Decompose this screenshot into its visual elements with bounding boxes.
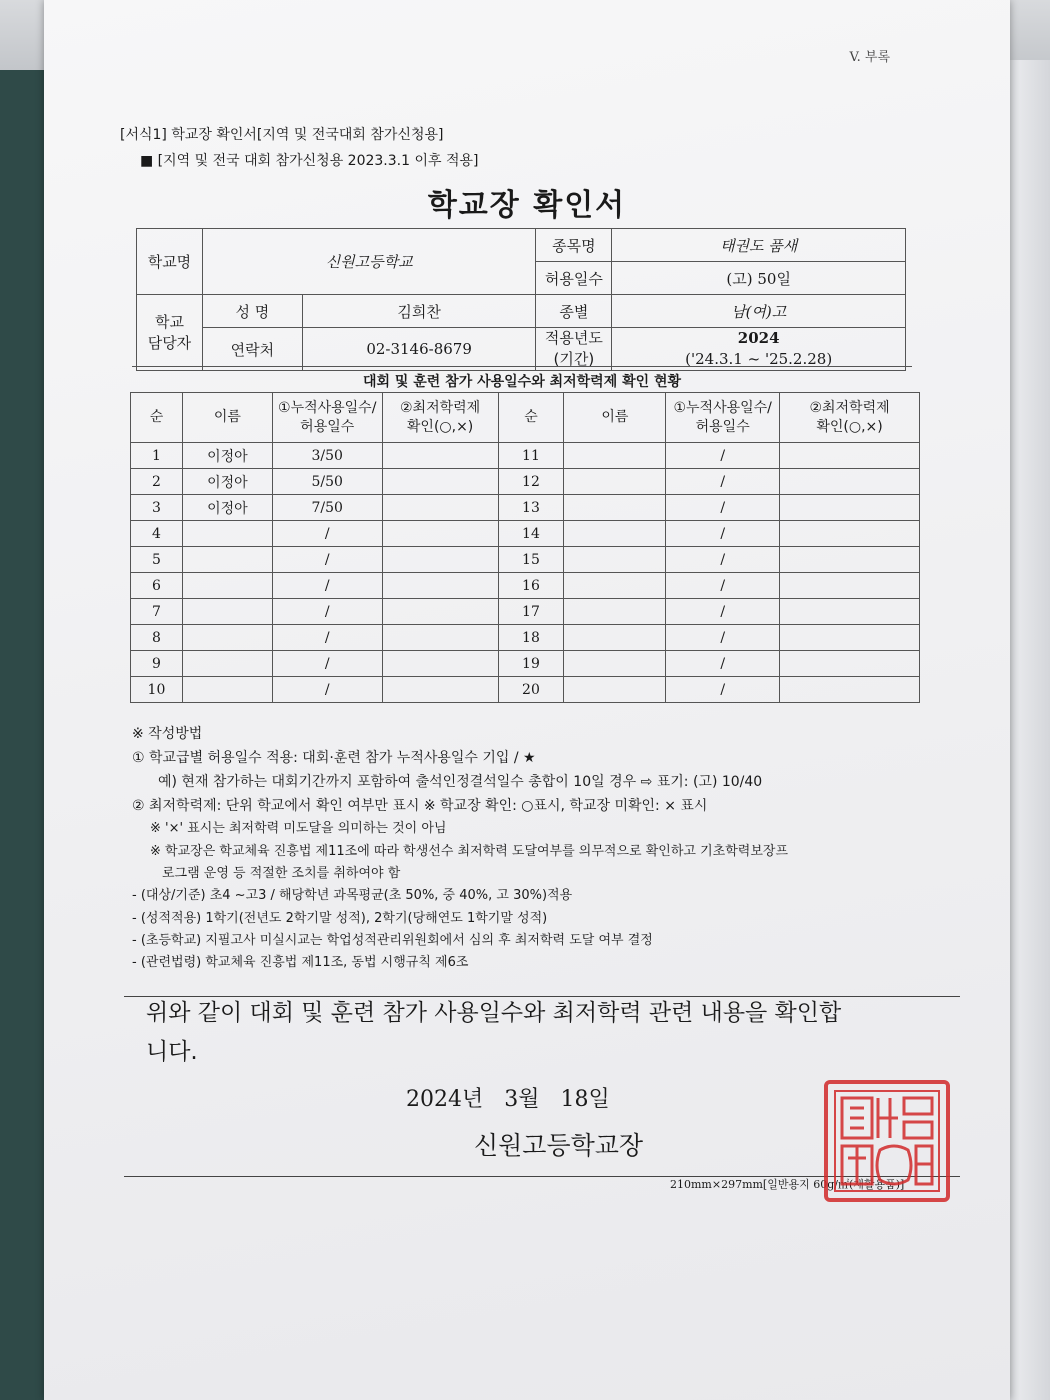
note-1: ① 학교급별 허용일수 적용: 대회·훈련 참가 누적사용일수 기입 / ★ — [132, 750, 536, 767]
row-no: 10 — [131, 677, 183, 703]
year-value-cell — [612, 328, 906, 371]
header-check-line2: 확인(○,×) — [406, 418, 474, 435]
row-name-2 — [564, 677, 666, 703]
row-check — [382, 677, 498, 703]
row-no: 7 — [131, 599, 183, 625]
row-check-2 — [780, 573, 920, 599]
gender-label: 종별 — [536, 295, 612, 328]
row-days-2: / — [666, 443, 780, 469]
row-check-2 — [780, 547, 920, 573]
row-days-2: / — [666, 599, 780, 625]
name-value: 김희찬 — [302, 295, 536, 328]
row-days: 5/50 — [272, 469, 382, 495]
row-no: 2 — [131, 469, 183, 495]
table-row — [131, 573, 920, 599]
row-check — [382, 495, 498, 521]
header-days — [272, 393, 382, 443]
row-name-2 — [564, 625, 666, 651]
paper-spec: 210mm×297mm[일반용지 60g/㎡(재활용품)] — [670, 1178, 905, 1191]
note-2-b1: ※ 학교장은 학교체육 진흥법 제11조에 따라 학생선수 최저학력 도달여부를 의무적으로 확인하고 기초학력보장프 — [150, 843, 789, 859]
row-days: 3/50 — [272, 443, 382, 469]
row-no-2: 16 — [498, 573, 564, 599]
row-no: 6 — [131, 573, 183, 599]
row-no-2: 20 — [498, 677, 564, 703]
row-days: / — [272, 651, 382, 677]
detail-2: - (성적적용) 1학기(전년도 2학기말 성적), 2학기(당해연도 1학기말 성적) — [132, 910, 548, 926]
header-check-line1: ②최저학력제 — [400, 400, 481, 417]
row-check — [382, 547, 498, 573]
row-name — [182, 625, 272, 651]
row-days: / — [272, 677, 382, 703]
row-name — [182, 573, 272, 599]
records-table — [130, 392, 920, 703]
row-days: / — [272, 547, 382, 573]
row-days-2: / — [666, 573, 780, 599]
row-days-2: / — [666, 625, 780, 651]
header-check — [382, 393, 498, 443]
header-check-2-line1: ②최저학력제 — [809, 400, 890, 417]
row-check-2 — [780, 625, 920, 651]
table-row — [131, 521, 920, 547]
row-check-2 — [780, 469, 920, 495]
principal-name: 신원고등학교장 — [474, 1131, 644, 1160]
school-info-table — [136, 228, 906, 371]
row-name-2 — [564, 547, 666, 573]
row-name — [182, 547, 272, 573]
row-days-2: / — [666, 677, 780, 703]
row-check — [382, 599, 498, 625]
confirmation-line2: 니다. — [146, 1039, 198, 1066]
confirmation-line1: 위와 같이 대회 및 훈련 참가 사용일수와 최저학력 관련 내용을 확인합 — [146, 1000, 842, 1026]
table-row — [131, 495, 920, 521]
row-days: / — [272, 521, 382, 547]
school-label: 학교명 — [137, 229, 203, 295]
year-value: 2024 — [737, 329, 780, 347]
contact-label: 연락처 — [202, 328, 302, 371]
row-no: 5 — [131, 547, 183, 573]
row-check — [382, 573, 498, 599]
row-days: / — [272, 599, 382, 625]
header-no-2: 순 — [498, 393, 564, 443]
row-check — [382, 521, 498, 547]
row-check — [382, 651, 498, 677]
form-subtitle: ■ [지역 및 전국 대회 참가신청용 2023.3.1 이후 적용] — [140, 153, 479, 169]
header-check-2 — [780, 393, 920, 443]
detail-4: - (관련법령) 학교체육 진흥법 제11조, 동법 시행규칙 제6조 — [132, 955, 469, 971]
row-name: 이정아 — [182, 495, 272, 521]
row-name-2 — [564, 469, 666, 495]
row-no-2: 11 — [498, 443, 564, 469]
period-value: ('24.3.1 ~ '25.2.28) — [685, 350, 833, 368]
row-no-2: 13 — [498, 495, 564, 521]
row-name: 이정아 — [182, 443, 272, 469]
detail-1: - (대상/기준) 초4 ~고3 / 해당학년 과목평균(초 50%, 중 40%, 고 30%)적용 — [132, 888, 573, 904]
row-name — [182, 677, 272, 703]
row-no: 8 — [131, 625, 183, 651]
header-days-2 — [666, 393, 780, 443]
header-days-2-line2: 허용일수 — [695, 418, 750, 435]
year-label-line1: 적용년도 — [544, 329, 603, 347]
event-label: 종목명 — [536, 229, 612, 262]
row-name-2 — [564, 443, 666, 469]
issue-date: 2024년 3월 18일 — [406, 1087, 610, 1112]
document-title: 학교장 확인서 — [427, 188, 627, 223]
header-days-2-line1: ①누적사용일수/ — [673, 400, 772, 417]
name-label: 성 명 — [202, 295, 302, 328]
header-no: 순 — [131, 393, 183, 443]
form-label: [서식1] 학교장 확인서[지역 및 전국대회 참가신청용] — [120, 127, 444, 143]
header-days-line1: ①누적사용일수/ — [278, 400, 377, 417]
row-check-2 — [780, 651, 920, 677]
row-check-2 — [780, 521, 920, 547]
row-check — [382, 443, 498, 469]
row-check-2 — [780, 443, 920, 469]
row-days-2: / — [666, 547, 780, 573]
row-no-2: 18 — [498, 625, 564, 651]
row-no-2: 17 — [498, 599, 564, 625]
manager-label: 학교 담당자 — [137, 295, 203, 371]
days-value: (고) 50일 — [612, 262, 906, 295]
header-days-line2: 허용일수 — [300, 418, 355, 435]
table-row — [131, 547, 920, 573]
row-no-2: 12 — [498, 469, 564, 495]
note-1-example: 예) 현재 참가하는 대회기간까지 포함하여 출석인정결석일수 총합이 10일 경우 ⇨ 표기: (고) 10/40 — [158, 774, 763, 791]
seal-glyphs — [828, 1084, 946, 1198]
row-days: / — [272, 625, 382, 651]
table-row — [131, 599, 920, 625]
table-row — [131, 443, 920, 469]
row-no-2: 19 — [498, 651, 564, 677]
row-no-2: 14 — [498, 521, 564, 547]
row-days-2: / — [666, 469, 780, 495]
row-check-2 — [780, 677, 920, 703]
note-2-a: ※ '×' 표시는 최저학력 미도달을 의미하는 것이 아님 — [150, 821, 447, 837]
notes-heading: ※ 작성방법 — [132, 726, 203, 742]
header-check-2-line2: 확인(○,×) — [816, 418, 883, 435]
note-2-b2: 로그램 운영 등 적절한 조치를 취하여야 함 — [162, 866, 401, 882]
school-seal-stamp — [824, 1080, 950, 1202]
row-name: 이정아 — [182, 469, 272, 495]
row-check-2 — [780, 599, 920, 625]
contact-value: 02-3146-8679 — [302, 328, 536, 371]
row-days-2: / — [666, 495, 780, 521]
records-header-row — [131, 393, 920, 443]
row-days-2: / — [666, 651, 780, 677]
header-name: 이름 — [182, 393, 272, 443]
row-no: 3 — [131, 495, 183, 521]
row-name-2 — [564, 495, 666, 521]
table-row — [131, 625, 920, 651]
row-name-2 — [564, 599, 666, 625]
row-days: 7/50 — [272, 495, 382, 521]
row-no-2: 15 — [498, 547, 564, 573]
table-row — [131, 677, 920, 703]
row-no: 9 — [131, 651, 183, 677]
row-no: 4 — [131, 521, 183, 547]
row-name — [182, 651, 272, 677]
page-header-label: V. 부록 — [849, 50, 890, 65]
table-row — [131, 469, 920, 495]
header-name-2: 이름 — [564, 393, 666, 443]
row-check-2 — [780, 495, 920, 521]
row-days: / — [272, 573, 382, 599]
school-value: 신원고등학교 — [202, 229, 536, 295]
row-name-2 — [564, 521, 666, 547]
row-check — [382, 469, 498, 495]
writing-instructions — [132, 722, 952, 975]
year-label-line2: (기간) — [553, 350, 595, 368]
row-check — [382, 625, 498, 651]
row-days-2: / — [666, 521, 780, 547]
confirmation-text — [146, 994, 926, 1072]
detail-3: - (초등학교) 지필고사 미실시교는 학업성적관리위원회에서 심의 후 최저학력 도달 여부 결정 — [132, 933, 653, 949]
document-page — [44, 0, 1010, 1400]
days-label: 허용일수 — [536, 262, 612, 295]
row-name — [182, 599, 272, 625]
note-2: ② 최저학력제: 단위 학교에서 확인 여부만 표시 ※ 학교장 확인: ○표시, 학교장 미확인: × 표시 — [132, 798, 708, 815]
year-label — [536, 328, 612, 371]
row-name — [182, 521, 272, 547]
table-row — [131, 651, 920, 677]
row-name-2 — [564, 573, 666, 599]
row-no: 1 — [131, 443, 183, 469]
records-section-title: 대회 및 훈련 참가 사용일수와 최저학력제 확인 현황 — [132, 366, 912, 391]
gender-value: 남(여)고 — [612, 295, 906, 328]
event-value: 태권도 품새 — [612, 229, 906, 262]
row-name-2 — [564, 651, 666, 677]
